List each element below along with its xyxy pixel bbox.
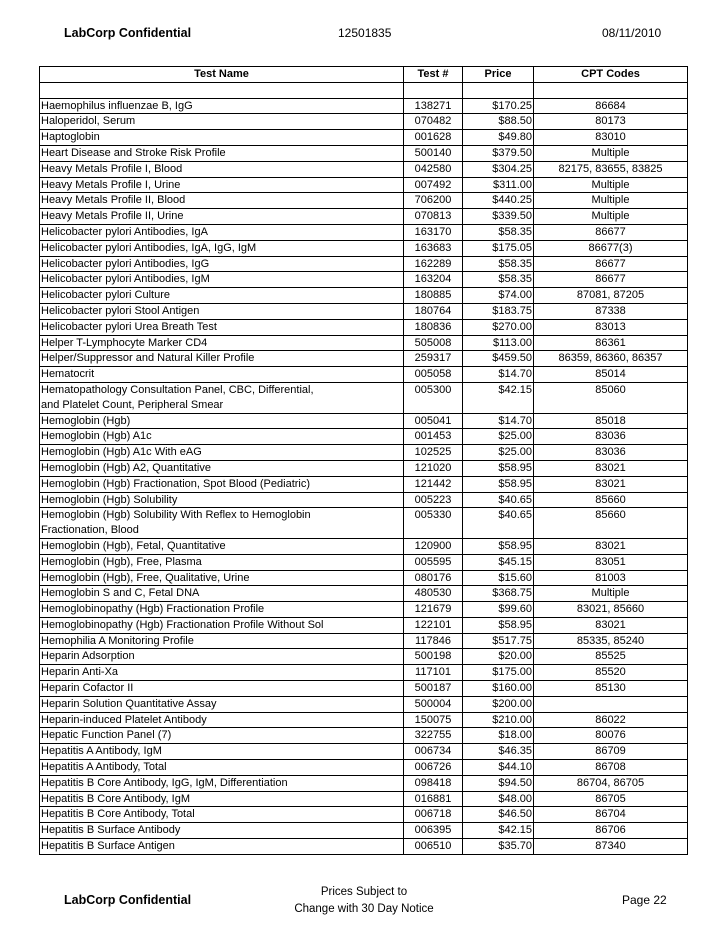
- test-number-cell: 005058: [404, 367, 463, 383]
- cpt-codes-cell: 86704: [534, 807, 688, 823]
- price-cell: $46.35: [463, 744, 534, 760]
- cpt-codes-cell: 83013: [534, 319, 688, 335]
- price-cell: $160.00: [463, 681, 534, 697]
- table-row: [40, 272, 688, 288]
- test-number-cell: 006726: [404, 760, 463, 776]
- cpt-codes-cell: 86704, 86705: [534, 775, 688, 791]
- test-number-cell: 016881: [404, 791, 463, 807]
- cpt-codes-cell: 85130: [534, 681, 688, 697]
- table-row: [40, 429, 688, 445]
- header-company: LabCorp Confidential: [64, 26, 192, 40]
- test-name-cell: Heparin Solution Quantitative Assay: [40, 696, 404, 712]
- test-name-cell: Hemoglobin (Hgb), Fetal, Quantitative: [40, 538, 404, 554]
- price-cell: $58.95: [463, 538, 534, 554]
- cpt-codes-cell: 83021: [534, 617, 688, 633]
- test-number-cell: 150075: [404, 712, 463, 728]
- price-cell: $210.00: [463, 712, 534, 728]
- price-cell: $42.15: [463, 823, 534, 839]
- table-row: [40, 145, 688, 161]
- price-cell: $311.00: [463, 177, 534, 193]
- price-cell: $58.35: [463, 224, 534, 240]
- test-number-cell: 259317: [404, 351, 463, 367]
- price-cell: $45.15: [463, 554, 534, 570]
- test-name-cell: Haptoglobin: [40, 130, 404, 146]
- price-cell: $58.95: [463, 460, 534, 476]
- test-number-cell: 121679: [404, 602, 463, 618]
- test-number-cell: 480530: [404, 586, 463, 602]
- test-name-cell: Heparin Adsorption: [40, 649, 404, 665]
- table-row: [40, 649, 688, 665]
- table-row: [40, 382, 688, 397]
- price-cell: $94.50: [463, 775, 534, 791]
- test-name-cell: Helicobacter pylori Antibodies, IgG: [40, 256, 404, 272]
- test-number-cell: 163170: [404, 224, 463, 240]
- test-number-cell: 500140: [404, 145, 463, 161]
- test-number-cell: 163204: [404, 272, 463, 288]
- table-row: [40, 791, 688, 807]
- test-name-cell: Helicobacter pylori Antibodies, IgA, IgG, IgM: [40, 240, 404, 256]
- table-row: [40, 602, 688, 618]
- test-number-cell: [404, 398, 463, 413]
- price-cell: $58.35: [463, 256, 534, 272]
- test-name-cell: Heparin Anti-Xa: [40, 665, 404, 681]
- test-number-cell: 006734: [404, 744, 463, 760]
- cpt-codes-cell: Multiple: [534, 209, 688, 225]
- test-name-cell: Heavy Metals Profile I, Urine: [40, 177, 404, 193]
- test-number-cell: 006395: [404, 823, 463, 839]
- cpt-codes-cell: 80173: [534, 114, 688, 130]
- price-cell: $170.25: [463, 98, 534, 114]
- price-cell: $14.70: [463, 367, 534, 383]
- test-name-cell: Hepatitis B Surface Antibody: [40, 823, 404, 839]
- test-name-cell: Hemoglobin (Hgb) Fractionation, Spot Blood (Pediatric): [40, 476, 404, 492]
- table-row: [40, 114, 688, 130]
- footer-company: LabCorp Confidential: [64, 893, 192, 907]
- cpt-codes-cell: 87081, 87205: [534, 288, 688, 304]
- price-cell: $58.35: [463, 272, 534, 288]
- cpt-codes-cell: 83036: [534, 445, 688, 461]
- test-number-cell: 005595: [404, 554, 463, 570]
- price-cell: $25.00: [463, 429, 534, 445]
- cpt-codes-cell: 80076: [534, 728, 688, 744]
- cpt-codes-cell: 86706: [534, 823, 688, 839]
- footer-page-number: Page 22: [622, 893, 667, 907]
- column-header-test-name: Test Name: [40, 67, 404, 83]
- table-row: [40, 586, 688, 602]
- price-cell: [463, 523, 534, 538]
- table-row: [40, 696, 688, 712]
- cpt-codes-cell: 86677(3): [534, 240, 688, 256]
- price-cell: $459.50: [463, 351, 534, 367]
- blank-cell: [463, 82, 534, 98]
- cpt-codes-cell: 85018: [534, 413, 688, 429]
- cpt-codes-cell: 86022: [534, 712, 688, 728]
- test-name-cell: Helicobacter pylori Urea Breath Test: [40, 319, 404, 335]
- test-name-cell: Hepatitis B Surface Antigen: [40, 839, 404, 855]
- test-number-cell: 322755: [404, 728, 463, 744]
- cpt-codes-cell: Multiple: [534, 177, 688, 193]
- table-row: [40, 398, 688, 413]
- test-name-cell: Heart Disease and Stroke Risk Profile: [40, 145, 404, 161]
- table-row: [40, 492, 688, 508]
- test-number-cell: 098418: [404, 775, 463, 791]
- test-name-cell: Helicobacter pylori Culture: [40, 288, 404, 304]
- price-cell: $99.60: [463, 602, 534, 618]
- table-row: [40, 161, 688, 177]
- cpt-codes-cell: 86361: [534, 335, 688, 351]
- test-number-cell: 005300: [404, 382, 463, 397]
- table-row: [40, 240, 688, 256]
- test-name-cell: Hemoglobinopathy (Hgb) Fractionation Profile: [40, 602, 404, 618]
- price-cell: $18.00: [463, 728, 534, 744]
- test-name-cell: Heparin-induced Platelet Antibody: [40, 712, 404, 728]
- column-header-test-number: Test #: [404, 67, 463, 83]
- test-name-cell: Hepatitis B Core Antibody, IgM: [40, 791, 404, 807]
- cpt-codes-cell: [534, 398, 688, 413]
- test-number-cell: 070813: [404, 209, 463, 225]
- test-name-cell: Hemoglobin (Hgb), Free, Qualitative, Urine: [40, 570, 404, 586]
- column-header-price: Price: [463, 67, 534, 83]
- price-cell: $58.95: [463, 617, 534, 633]
- header-date: 08/11/2010: [602, 26, 662, 40]
- test-number-cell: 180885: [404, 288, 463, 304]
- table-row: [40, 538, 688, 554]
- table-row: [40, 554, 688, 570]
- test-number-cell: 180764: [404, 303, 463, 319]
- cpt-codes-cell: 86677: [534, 272, 688, 288]
- price-cell: $49.80: [463, 130, 534, 146]
- test-name-cell: Helicobacter pylori Antibodies, IgM: [40, 272, 404, 288]
- cpt-codes-cell: 83021: [534, 476, 688, 492]
- column-header-cpt-codes: CPT Codes: [534, 67, 688, 83]
- price-cell: $15.60: [463, 570, 534, 586]
- price-cell: $270.00: [463, 319, 534, 335]
- cpt-codes-cell: [534, 696, 688, 712]
- table-row: [40, 760, 688, 776]
- table-row: [40, 712, 688, 728]
- header-account-number: 12501835: [338, 26, 392, 40]
- test-number-cell: 042580: [404, 161, 463, 177]
- blank-cell: [534, 82, 688, 98]
- price-cell: $14.70: [463, 413, 534, 429]
- price-cell: $46.50: [463, 807, 534, 823]
- test-number-cell: 163683: [404, 240, 463, 256]
- test-name-cell: Hemoglobin S and C, Fetal DNA: [40, 586, 404, 602]
- test-number-cell: 138271: [404, 98, 463, 114]
- cpt-codes-cell: 81003: [534, 570, 688, 586]
- test-name-cell: Hemoglobin (Hgb) A1c With eAG: [40, 445, 404, 461]
- price-cell: $20.00: [463, 649, 534, 665]
- table-row: [40, 193, 688, 209]
- test-name-cell: Fractionation, Blood: [40, 523, 404, 538]
- cpt-codes-cell: 86708: [534, 760, 688, 776]
- test-name-cell: Helper/Suppressor and Natural Killer Profile: [40, 351, 404, 367]
- cpt-codes-cell: 85660: [534, 492, 688, 508]
- cpt-codes-cell: [534, 523, 688, 538]
- test-number-cell: 070482: [404, 114, 463, 130]
- price-cell: $368.75: [463, 586, 534, 602]
- table-row: [40, 728, 688, 744]
- test-name-cell: Helper T-Lymphocyte Marker CD4: [40, 335, 404, 351]
- test-name-cell: Hepatitis A Antibody, Total: [40, 760, 404, 776]
- test-name-cell: Helicobacter pylori Antibodies, IgA: [40, 224, 404, 240]
- cpt-codes-cell: 87338: [534, 303, 688, 319]
- cpt-codes-cell: 86677: [534, 256, 688, 272]
- test-name-cell: and Platelet Count, Peripheral Smear: [40, 398, 404, 413]
- test-number-cell: 005223: [404, 492, 463, 508]
- test-number-cell: 005041: [404, 413, 463, 429]
- test-number-cell: 122101: [404, 617, 463, 633]
- table-row: [40, 303, 688, 319]
- price-cell: $183.75: [463, 303, 534, 319]
- price-cell: [463, 398, 534, 413]
- table-row: [40, 335, 688, 351]
- table-header-row: [40, 67, 688, 83]
- test-number-cell: 001628: [404, 130, 463, 146]
- cpt-codes-cell: Multiple: [534, 586, 688, 602]
- cpt-codes-cell: 85525: [534, 649, 688, 665]
- cpt-codes-cell: 83021: [534, 460, 688, 476]
- table-row: [40, 98, 688, 114]
- test-number-cell: 706200: [404, 193, 463, 209]
- test-name-cell: Hemoglobin (Hgb) A1c: [40, 429, 404, 445]
- table-row: [40, 209, 688, 225]
- table-row: [40, 681, 688, 697]
- price-cell: $175.00: [463, 665, 534, 681]
- cpt-codes-cell: 85335, 85240: [534, 633, 688, 649]
- table-row: [40, 319, 688, 335]
- cpt-codes-cell: 83021, 85660: [534, 602, 688, 618]
- cpt-codes-cell: 85520: [534, 665, 688, 681]
- price-cell: $88.50: [463, 114, 534, 130]
- table-row: [40, 445, 688, 461]
- test-number-cell: 180836: [404, 319, 463, 335]
- test-name-cell: Hemoglobin (Hgb): [40, 413, 404, 429]
- test-number-cell: 120900: [404, 538, 463, 554]
- test-name-cell: Hemoglobin (Hgb) Solubility With Reflex to Hemoglobin: [40, 508, 404, 523]
- test-name-cell: Hepatic Function Panel (7): [40, 728, 404, 744]
- test-number-cell: 102525: [404, 445, 463, 461]
- cpt-codes-cell: 83021: [534, 538, 688, 554]
- table-row: [40, 744, 688, 760]
- test-name-cell: Heavy Metals Profile II, Urine: [40, 209, 404, 225]
- price-cell: $175.05: [463, 240, 534, 256]
- test-name-cell: Hepatitis B Core Antibody, Total: [40, 807, 404, 823]
- test-name-cell: Hepatitis A Antibody, IgM: [40, 744, 404, 760]
- blank-row: [40, 82, 688, 98]
- table-row: [40, 665, 688, 681]
- price-cell: $440.25: [463, 193, 534, 209]
- cpt-codes-cell: 83010: [534, 130, 688, 146]
- price-cell: $200.00: [463, 696, 534, 712]
- cpt-codes-cell: 85060: [534, 382, 688, 397]
- test-number-cell: 117101: [404, 665, 463, 681]
- test-number-cell: [404, 523, 463, 538]
- table-row: [40, 476, 688, 492]
- cpt-codes-cell: 86359, 86360, 86357: [534, 351, 688, 367]
- cpt-codes-cell: 83036: [534, 429, 688, 445]
- table-row: [40, 823, 688, 839]
- table-row: [40, 839, 688, 855]
- price-cell: $113.00: [463, 335, 534, 351]
- table-row: [40, 523, 688, 538]
- cpt-codes-cell: Multiple: [534, 193, 688, 209]
- price-cell: $25.00: [463, 445, 534, 461]
- cpt-codes-cell: 87340: [534, 839, 688, 855]
- test-name-cell: Hepatitis B Core Antibody, IgG, IgM, Differentiation: [40, 775, 404, 791]
- test-name-cell: Hemophilia A Monitoring Profile: [40, 633, 404, 649]
- test-name-cell: Hemoglobinopathy (Hgb) Fractionation Profile Without Sol: [40, 617, 404, 633]
- table-row: [40, 508, 688, 523]
- price-cell: $48.00: [463, 791, 534, 807]
- test-number-cell: 005330: [404, 508, 463, 523]
- table-row: [40, 256, 688, 272]
- cpt-codes-cell: 86705: [534, 791, 688, 807]
- price-cell: $379.50: [463, 145, 534, 161]
- price-cell: $40.65: [463, 492, 534, 508]
- test-name-cell: Heavy Metals Profile I, Blood: [40, 161, 404, 177]
- test-number-cell: 001453: [404, 429, 463, 445]
- test-number-cell: 121020: [404, 460, 463, 476]
- price-cell: $42.15: [463, 382, 534, 397]
- cpt-codes-cell: 85014: [534, 367, 688, 383]
- table-row: [40, 367, 688, 383]
- cpt-codes-cell: Multiple: [534, 145, 688, 161]
- table-row: [40, 460, 688, 476]
- table-row: [40, 413, 688, 429]
- price-table: [39, 66, 688, 855]
- test-number-cell: 500187: [404, 681, 463, 697]
- price-cell: $58.95: [463, 476, 534, 492]
- test-name-cell: Haloperidol, Serum: [40, 114, 404, 130]
- blank-cell: [404, 82, 463, 98]
- test-name-cell: Haemophilus influenzae B, IgG: [40, 98, 404, 114]
- table-row: [40, 617, 688, 633]
- table-row: [40, 351, 688, 367]
- cpt-codes-cell: 86684: [534, 98, 688, 114]
- test-name-cell: Hemoglobin (Hgb), Free, Plasma: [40, 554, 404, 570]
- footer-notice-line-1: Prices Subject to: [320, 886, 408, 898]
- price-cell: $339.50: [463, 209, 534, 225]
- test-number-cell: 117846: [404, 633, 463, 649]
- price-cell: $304.25: [463, 161, 534, 177]
- test-number-cell: 006510: [404, 839, 463, 855]
- price-cell: $74.00: [463, 288, 534, 304]
- test-number-cell: 500198: [404, 649, 463, 665]
- test-number-cell: 121442: [404, 476, 463, 492]
- test-number-cell: 080176: [404, 570, 463, 586]
- price-cell: $517.75: [463, 633, 534, 649]
- table-row: [40, 633, 688, 649]
- blank-cell: [40, 82, 404, 98]
- table-row: [40, 224, 688, 240]
- table-row: [40, 570, 688, 586]
- test-number-cell: 162289: [404, 256, 463, 272]
- table-row: [40, 775, 688, 791]
- cpt-codes-cell: 83051: [534, 554, 688, 570]
- table-row: [40, 807, 688, 823]
- test-number-cell: 505008: [404, 335, 463, 351]
- table-row: [40, 130, 688, 146]
- test-name-cell: Hematocrit: [40, 367, 404, 383]
- table-row: [40, 177, 688, 193]
- test-name-cell: Heavy Metals Profile II, Blood: [40, 193, 404, 209]
- test-name-cell: Helicobacter pylori Stool Antigen: [40, 303, 404, 319]
- footer-notice: [0, 884, 728, 918]
- cpt-codes-cell: 82175, 83655, 83825: [534, 161, 688, 177]
- price-cell: $35.70: [463, 839, 534, 855]
- table-row: [40, 288, 688, 304]
- test-name-cell: Heparin Cofactor II: [40, 681, 404, 697]
- cpt-codes-cell: 85660: [534, 508, 688, 523]
- test-number-cell: 007492: [404, 177, 463, 193]
- test-name-cell: Hemoglobin (Hgb) Solubility: [40, 492, 404, 508]
- test-number-cell: 006718: [404, 807, 463, 823]
- price-cell: $40.65: [463, 508, 534, 523]
- cpt-codes-cell: 86677: [534, 224, 688, 240]
- test-number-cell: 500004: [404, 696, 463, 712]
- footer-notice-line-2: Change with 30 Day Notice: [294, 903, 434, 915]
- cpt-codes-cell: 86709: [534, 744, 688, 760]
- price-cell: $44.10: [463, 760, 534, 776]
- test-name-cell: Hematopathology Consultation Panel, CBC, Differential,: [40, 382, 404, 397]
- test-name-cell: Hemoglobin (Hgb) A2, Quantitative: [40, 460, 404, 476]
